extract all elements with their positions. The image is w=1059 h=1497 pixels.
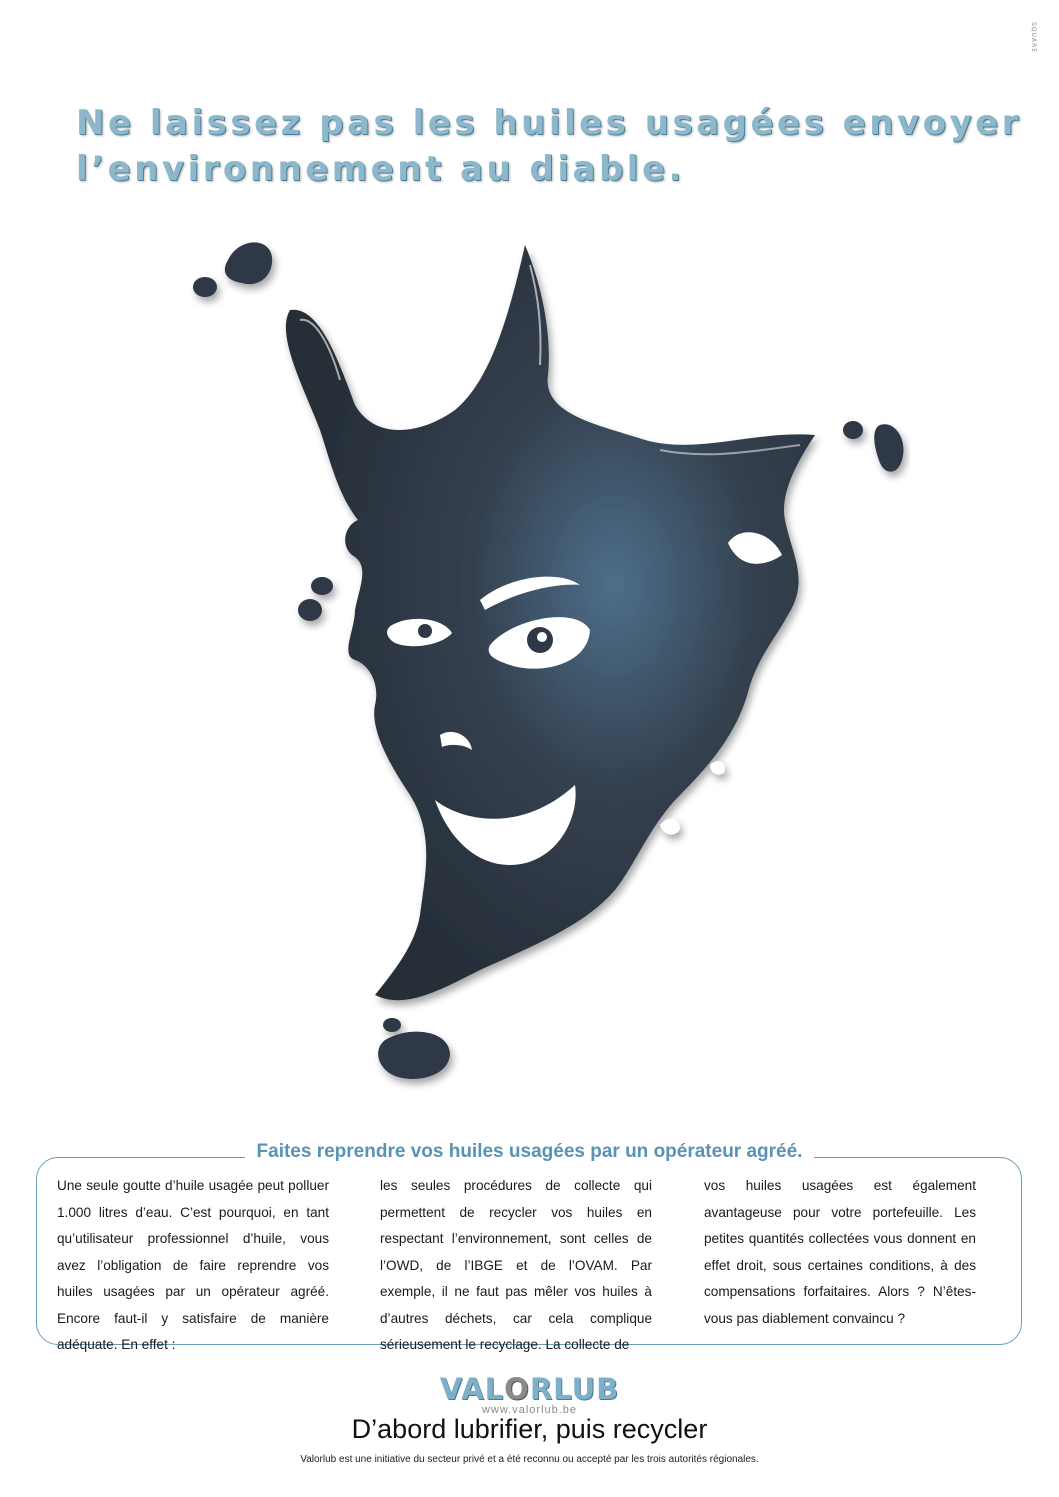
panel-column-2: les seules procédures de collecte qui permettent de recycler vos huiles en respectant l’environnement, sont celles de l’OWD, de l’IBGE et de l’OVAM. Par exemple, il ne faut pas mêler vos huiles à d’autres déchets, car cela complique sérieusement le recyclage. La collecte de bbox=[380, 1178, 652, 1352]
valorlub-logo: VALORLUB bbox=[439, 1372, 620, 1406]
headline-line-1: Ne laissez pas les huiles usagées envoyer bbox=[76, 103, 1022, 143]
oil-droplet-bottom bbox=[378, 1032, 450, 1079]
agency-credit: SQUARE bbox=[1030, 22, 1037, 53]
panel-column-3: vos huiles usagées est également avantageuse pour votre portefeuille. Les petites quantités collectées vous donnent en effet droit, sous certaines conditions, à des compensations forfaitaires. Alors ? N’êtes-vous pas diablement convaincu ? bbox=[704, 1178, 976, 1326]
devil-left-pupil bbox=[418, 624, 432, 638]
website-url[interactable]: www.valorlub.be bbox=[481, 1404, 578, 1416]
headline-line-2: l’environnement au diable. bbox=[76, 149, 685, 189]
panel-column-1: Une seule goutte d’huile usagée peut polluer 1.000 litres d’eau. C’est pourquoi, en tant qu’utilisateur professionnel d’huile, vous avez l’obligation de faire reprendre vos huiles usagées par un opérateur agréé. Encore faut-il y satisfaire de manière adéquate. En effet : bbox=[57, 1178, 329, 1352]
oil-devil-face-icon bbox=[180, 225, 910, 1095]
tagline: D’abord lubrifier, puis recycler bbox=[351, 1414, 708, 1444]
devil-ear-notch bbox=[710, 761, 725, 774]
headline bbox=[76, 100, 1022, 192]
footnote: Valorlub est une initiative du secteur privé et a été reconnu ou accepté par les trois autorités régionales. bbox=[300, 1454, 759, 1465]
oil-droplet-left-2 bbox=[298, 599, 322, 621]
panel-title: Faites reprendre vos huiles usagées par un opérateur agréé. bbox=[0, 1141, 1059, 1163]
oil-droplet-small-top-left bbox=[193, 277, 217, 297]
oil-droplet-small-bottom bbox=[383, 1018, 401, 1032]
devil-cheek-cutout bbox=[660, 819, 680, 835]
oil-droplet-left-1 bbox=[311, 577, 333, 595]
oil-droplet-top-left bbox=[225, 242, 272, 284]
oil-droplet-right bbox=[874, 424, 903, 471]
oil-droplet-small-right bbox=[843, 421, 863, 439]
recycle-o-icon: O bbox=[504, 1372, 530, 1406]
